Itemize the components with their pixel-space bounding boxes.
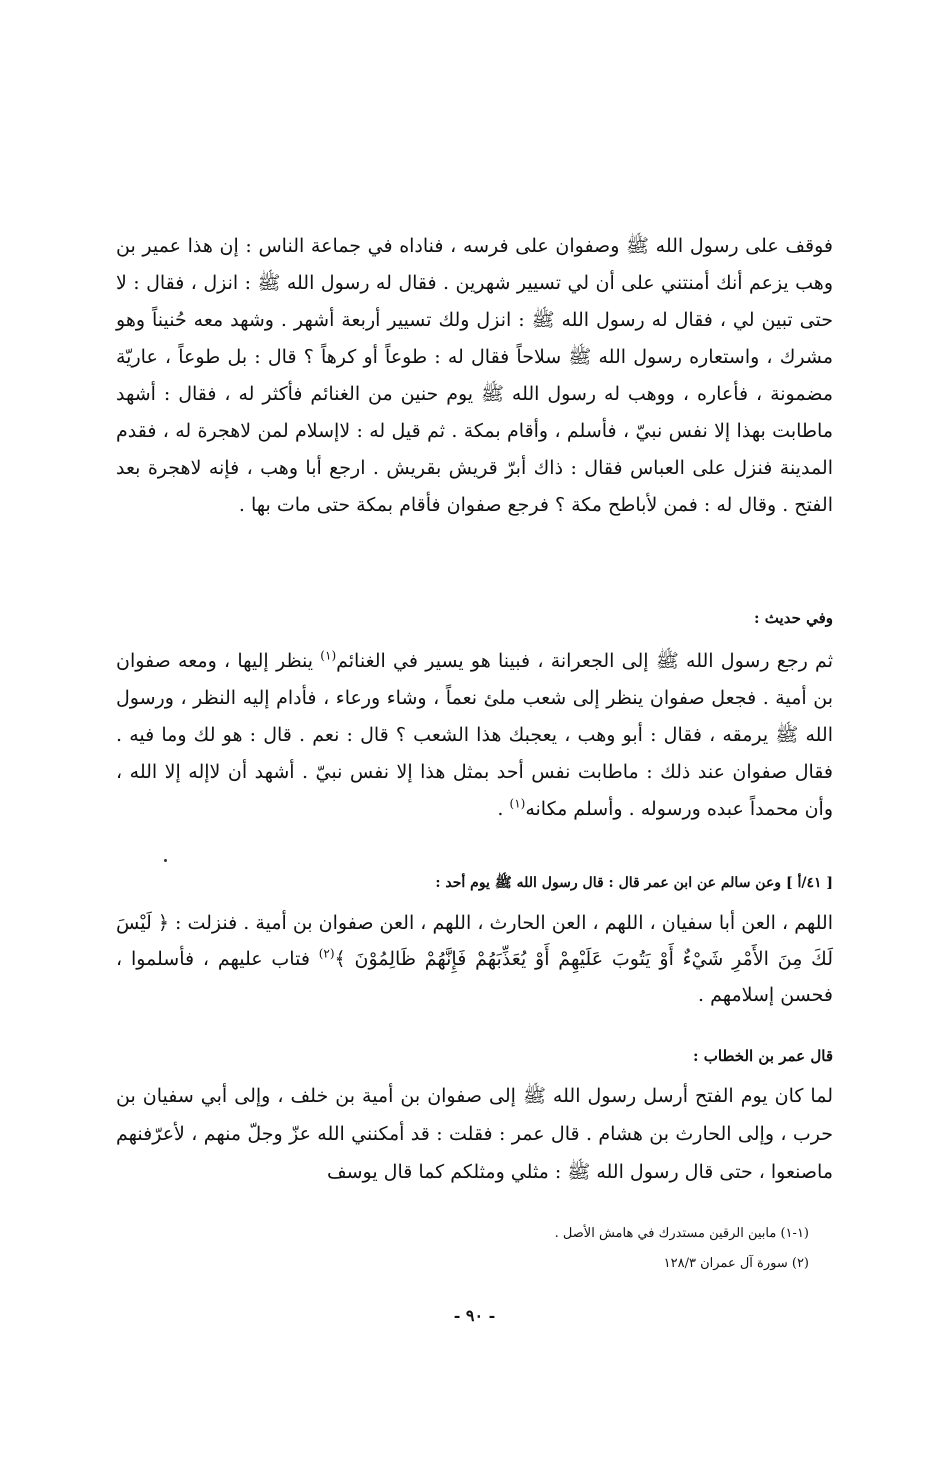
paragraph-uhud-prayer [116, 905, 833, 1013]
footnote-2: (٢) سورة آل عمران ١٢٨/٣ [663, 1256, 809, 1271]
footnote-marker: (٢) [318, 946, 335, 961]
paragraph-text: لما كان يوم الفتح أرسل رسول الله ﷺ إلى صفوان بن أمية بن خلف ، وإلى أبي سفيان بن حرب ، وإلى الحارث بن هشام . قال عمر : فقلت : قد أمكنني الله عزّ وجلّ منهم ، لأعرّفنهم ماصنعوا ، حتى قال رسول الله ﷺ : مثلي ومثلكم كما قال يوسف [116, 1085, 833, 1183]
paragraph-text: فوقف على رسول الله ﷺ وصفوان على فرسه ، فناداه في جماعة الناس : إن هذا عمير بن وهب يزعم أنك أمنتني على أن لي تسيير شهرين . فقال له رسول الله ﷺ : انزل ، فقال : لا حتى تبين لي ، فقال له رسول الله ﷺ : انزل ولك تسيير أربعة أشهر . وشهد معه حُنيناً وهو مشرك ، واستعاره رسول الله ﷺ سلاحاً فقال له : طوعاً أو كرهاً ؟ قال : بل طوعاً ، عاريّة مضمونة ، فأعاره ، ووهب له رسول الله ﷺ يوم حنين من الغنائم فأكثر له ، فقال : أشهد ماطابت بهذا إلا نفس نبيّ ، فأسلم ، وأقام بمكة . ثم قيل له : لاإسلام لمن لاهجرة له ، فقدم المدينة فنزل على العباس فقال : ذاك أبرّ قريش بقريش . ارجع أبا وهب ، فإنه لاهجرة بعد الفتح . وقال له : فمن لأباطح مكة ؟ فرجع صفوان فأقام بمكة حتى مات بها . [116, 235, 833, 516]
paragraph-safwan-story [116, 228, 833, 524]
paragraph-conquest-day [116, 1077, 833, 1191]
paragraph-jirana [116, 643, 833, 828]
text-run: ثم رجع رسول الله ﷺ إلى الجعرانة ، فبينا هو يسير في الغنائم [336, 650, 833, 672]
scan-speck [164, 859, 167, 862]
text-run: فتاب عليهم ، فأسلموا ، فحسن إسلامهم . [116, 948, 833, 1006]
text-run: . [497, 798, 510, 820]
section-heading-hadith: وفي حديث : [754, 609, 833, 627]
paragraph-text [116, 905, 833, 1013]
footnote-marker: (١) [509, 796, 526, 811]
section-heading-umar: قال عمر بن الخطاب : [693, 1047, 833, 1065]
paragraph-text [116, 643, 833, 828]
text-run: ينظر إليها ، ومعه صفوان بن أمية . فجعل صفوان ينظر إلى شعب ملئ نعماً ، وشاء ورعاء ، فأدام إليه النظر ، ورسول الله ﷺ يرمقه ، فقال : أبو وهب ، يعجبك هذا الشعب ؟ قال : نعم . قال : هو لك وما فيه . فقال صفوان عند ذلك : ماطابت نفس أحد بمثل هذا إلا نفس نبيّ . أشهد أن لاإله إلا الله ، وأن محمداً عبده ورسوله . وأسلم مكانه [116, 650, 833, 820]
footnote-1: (١-١) مابين الرقين مستدرك في هامش الأصل . [554, 1226, 809, 1241]
text-run: اللهم ، العن أبا سفيان ، اللهم ، العن الحارث ، اللهم ، العن صفوان بن أمية . فنزلت : ﴿ لَيْسَ لَكَ مِنَ الأَمْرِ شَيْءٌ أَوْ يَتُوبَ عَلَيْهِمْ أَوْ يُعَذِّبَهُمْ فَإِنَّهُمْ ظَالِمُوْنَ ﴾ [116, 912, 833, 970]
hadith-reference-line: [ ٤١/أ ] وعن سالم عن ابن عمر قال : قال رسول الله ﷺ يوم أحد : [435, 875, 833, 891]
page-number: - ٩٠ - [453, 1306, 496, 1325]
footnote-marker: (١) [320, 648, 337, 663]
